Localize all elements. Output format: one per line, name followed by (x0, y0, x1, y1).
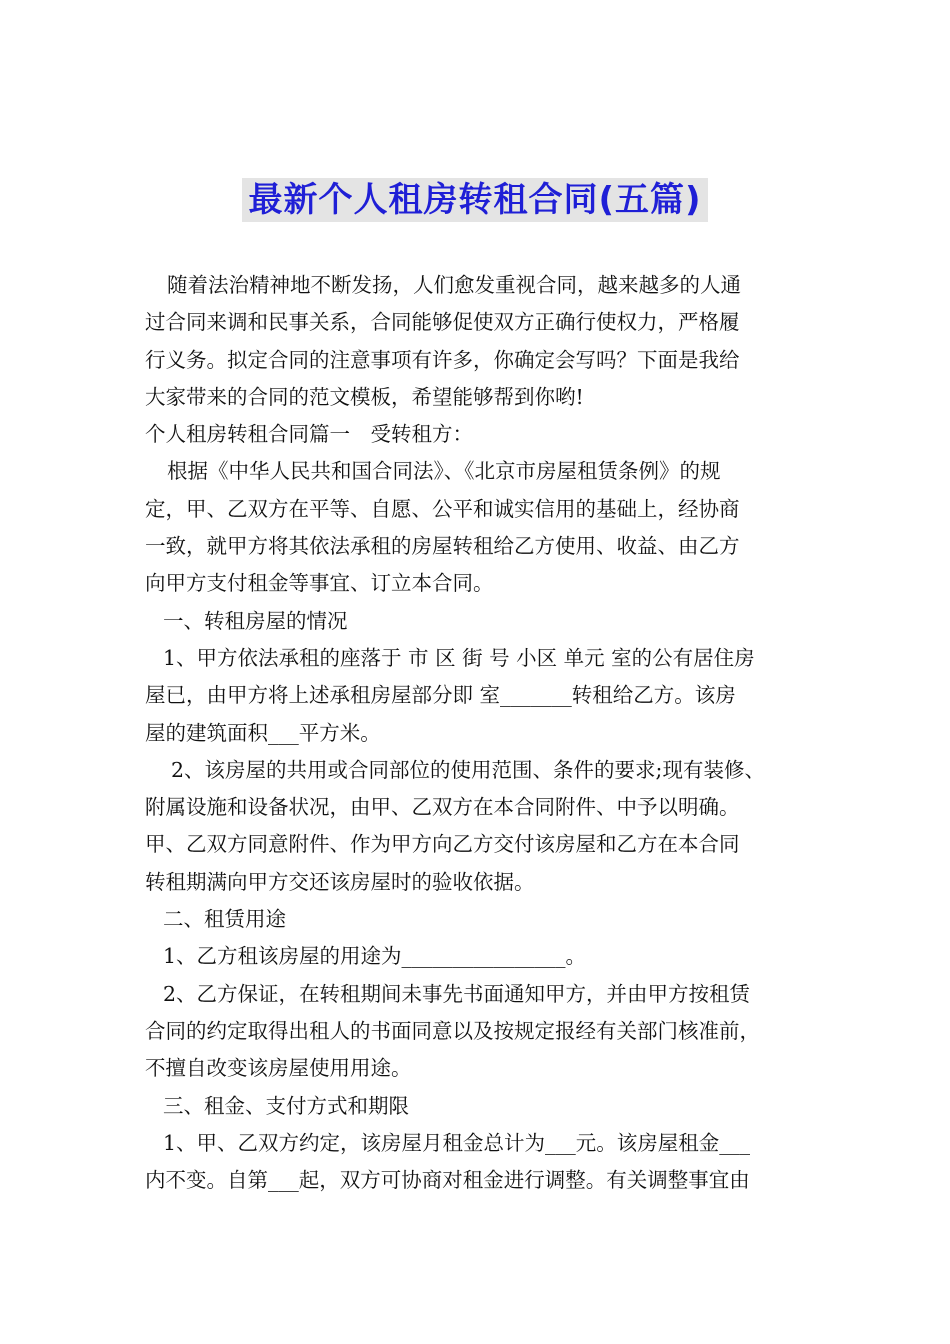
text-line: 屋已，由甲方将上述承租房屋部分即 室_______转租给乙方。该房 (145, 683, 736, 708)
text-line: 随着法治精神地不断发扬，人们愈发重视合同，越来越多的人通 (167, 273, 741, 297)
text-line: 不擅自改变该房屋使用用途。 (145, 1056, 412, 1081)
text-line: 一致，就甲方将其依法承租的房屋转租给乙方使用、收益、由乙方 (145, 534, 740, 559)
text-line: 内不变。自第___起，双方可协商对租金进行调整。有关调整事宜由 (145, 1168, 750, 1193)
text-line: 行义务。拟定合同的注意事项有许多，你确定会写吗？下面是我给 (145, 347, 740, 372)
text-line: 大家带来的合同的范文模板，希望能够帮到你哟! (145, 384, 584, 409)
text-line: 1、甲方依法承租的座落于 市 区 街 号 小区 单元 室的公有居住房 (163, 645, 755, 670)
section-heading: 三、租金、支付方式和期限 (163, 1093, 409, 1118)
text-line: 转租期满向甲方交还该房屋时的验收依据。 (145, 869, 535, 894)
document-title: 最新个人租房转租合同(五篇) (242, 178, 707, 222)
title-container (0, 178, 950, 222)
text-line: 定，甲、乙双方在平等、自愿、公平和诚实信用的基础上，经协商 (145, 496, 740, 521)
text-line: 附属设施和设备状况，由甲、乙双方在本合同附件、中予以明确。 (145, 795, 740, 820)
text-line: 甲、乙双方同意附件、作为甲方向乙方交付该房屋和乙方在本合同 (145, 832, 740, 857)
section-heading: 二、租赁用途 (163, 907, 286, 932)
section-heading: 一、转租房屋的情况 (163, 608, 348, 633)
document-body (145, 267, 810, 1199)
text-line: 合同的约定取得出租人的书面同意以及按规定报经有关部门核准前， (145, 1018, 760, 1043)
text-line: 根据《中华人民共和国合同法》、《北京市房屋租赁条例》的规 (167, 459, 721, 484)
text-line: 2、该房屋的共用或合同部位的使用范围、条件的要求;现有装修、 (171, 757, 765, 782)
text-line: 2、乙方保证，在转租期间未事先书面通知甲方，并由甲方按租赁 (163, 981, 751, 1006)
text-line: 过合同来调和民事关系，合同能够促使双方正确行使权力，严格履 (145, 310, 740, 335)
text-line: 1、甲、乙双方约定，该房屋月租金总计为___元。该房屋租金___ (163, 1130, 751, 1155)
text-line: 屋的建筑面积___平方米。 (145, 720, 381, 745)
text-line: 1、乙方租该房屋的用途为________________。 (163, 944, 587, 969)
text-line: 向甲方支付租金等事宜、订立本合同。 (145, 571, 494, 596)
section-heading: 个人租房转租合同篇一 受转租方： (145, 422, 473, 447)
